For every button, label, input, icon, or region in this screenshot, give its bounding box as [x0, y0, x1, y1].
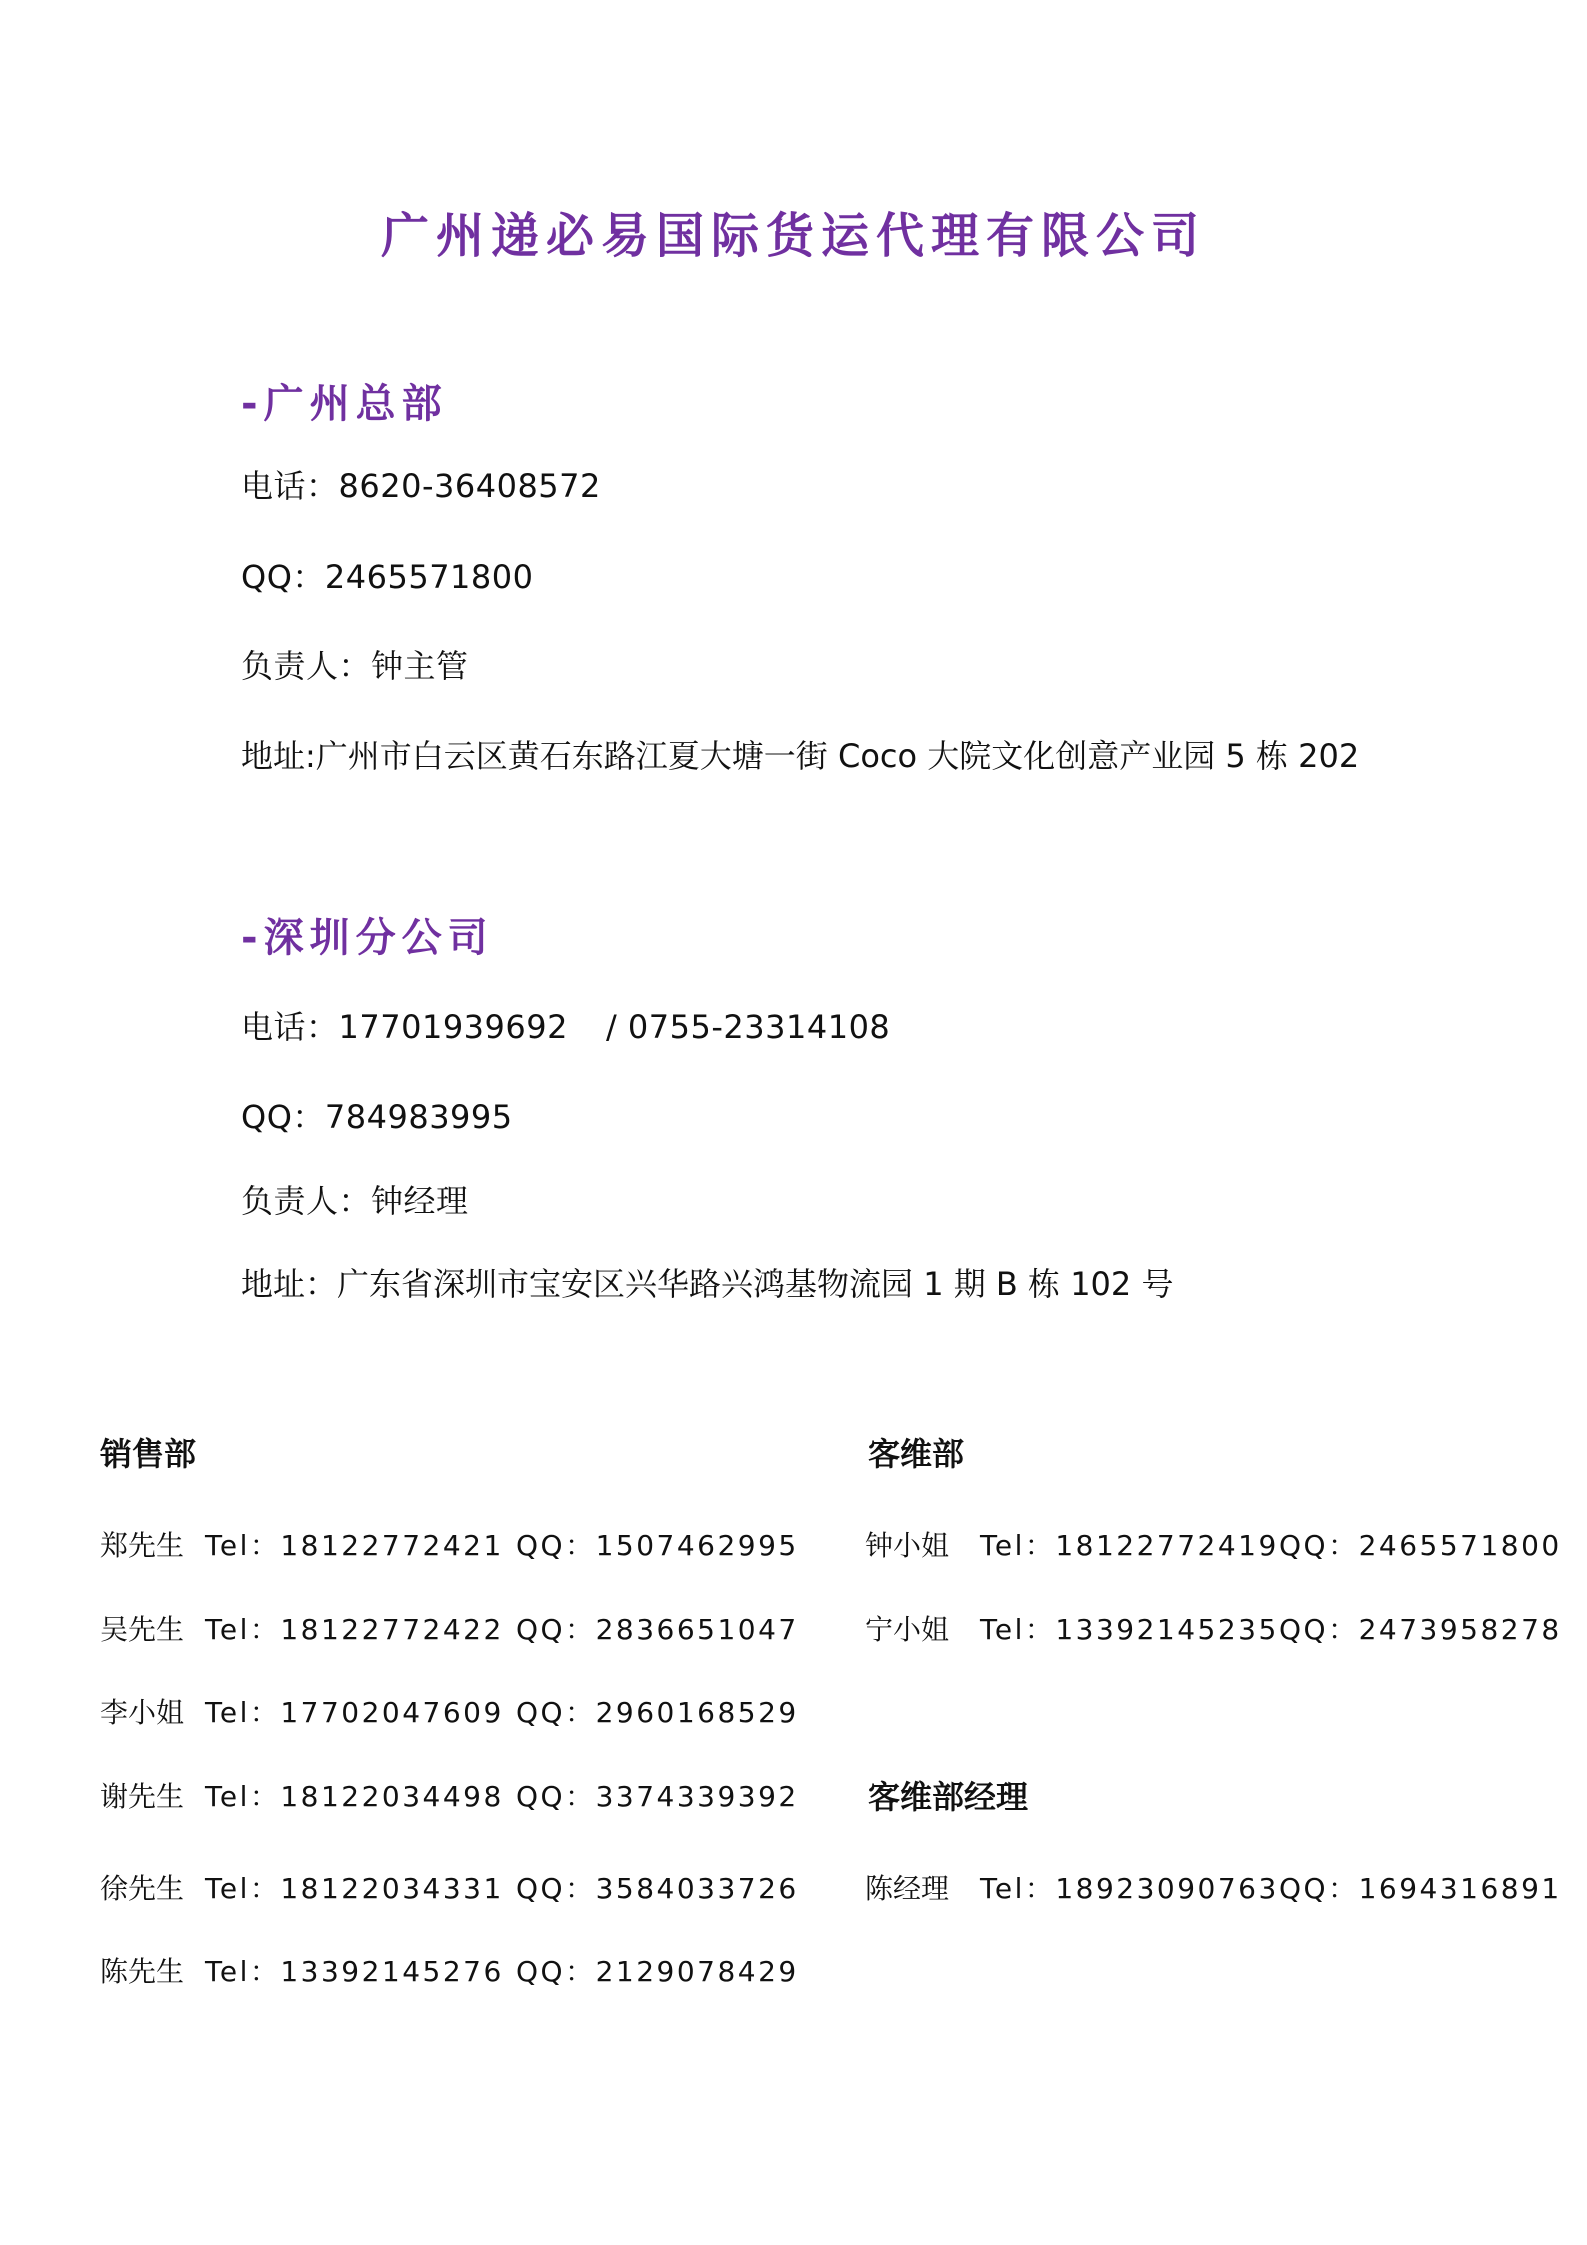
sales-heading: 销售部	[100, 1435, 197, 1473]
customer-service-manager-contact-row	[0, 1871, 1587, 1907]
guangzhou-address-value: 广州市白云区黄石东路江夏大塘一街 Coco 大院文化创意产业园 5 栋 202	[315, 737, 1360, 775]
contact-tel: Tel：17702047609	[205, 1696, 504, 1729]
guangzhou-hq-heading: -广州总部	[241, 381, 448, 427]
shenzhen-manager-label: 负责人：	[241, 1182, 372, 1220]
guangzhou-phone-label: 电话：	[241, 467, 339, 505]
contact-qq: QQ：2836651047	[516, 1613, 799, 1646]
contact-tel: Tel：18122772421	[205, 1529, 504, 1562]
shenzhen-phone-mobile: 17701939692	[338, 1008, 568, 1046]
contact-tel: Tel：13392145235	[980, 1613, 1279, 1646]
contact-qq: QQ：1507462995	[516, 1529, 799, 1562]
sales-contact-row	[0, 1695, 1587, 1731]
contact-tel: Tel：18122772422	[205, 1613, 504, 1646]
sales-contact-row	[0, 1954, 1587, 1990]
contact-name: 谢先生	[100, 1780, 185, 1813]
shenzhen-qq-label: QQ：	[241, 1098, 325, 1136]
contact-qq: QQ：3374339392	[516, 1780, 799, 1813]
contact-name: 徐先生	[100, 1872, 185, 1905]
contact-tel: Tel：18122772419	[980, 1529, 1279, 1562]
contact-tel: Tel：13392145276	[205, 1955, 504, 1988]
sales-contact-row	[0, 1779, 1587, 1815]
contact-qq: QQ：2960168529	[516, 1696, 799, 1729]
customer-service-heading: 客维部	[868, 1435, 965, 1473]
contact-qq: QQ：2129078429	[516, 1955, 799, 1988]
shenzhen-qq-value: 784983995	[324, 1098, 513, 1136]
shenzhen-address-label: 地址：	[241, 1265, 338, 1303]
shenzhen-branch-heading: -深圳分公司	[241, 915, 494, 961]
contact-tel: Tel：18923090763	[980, 1872, 1279, 1905]
shenzhen-address-value: 广东省深圳市宝安区兴华路兴鸿基物流园 1 期 B 栋 102 号	[337, 1265, 1174, 1303]
guangzhou-qq-line	[241, 557, 533, 597]
customer-service-contact-row	[0, 1528, 1587, 1564]
contact-qq: QQ：2465571800	[1279, 1529, 1562, 1562]
guangzhou-phone-line	[241, 466, 601, 506]
guangzhou-qq-label: QQ：	[241, 558, 325, 596]
contact-name: 钟小姐	[865, 1529, 950, 1562]
shenzhen-phone-line	[241, 1007, 890, 1047]
shenzhen-qq-line	[241, 1097, 513, 1137]
customer-service-contact-row	[0, 1612, 1587, 1648]
guangzhou-manager-value: 钟主管	[371, 647, 469, 685]
contact-qq: QQ：3584033726	[516, 1872, 799, 1905]
contact-name: 宁小姐	[865, 1613, 950, 1646]
shenzhen-phone-label: 电话：	[241, 1008, 339, 1046]
shenzhen-address-line	[241, 1264, 1173, 1304]
contact-name: 李小姐	[100, 1696, 185, 1729]
contact-tel: Tel：18122034331	[205, 1872, 504, 1905]
guangzhou-address-line	[241, 736, 1359, 776]
guangzhou-manager-label: 负责人：	[241, 647, 372, 685]
guangzhou-manager-line	[241, 646, 469, 686]
shenzhen-manager-line	[241, 1181, 469, 1221]
contact-qq: QQ：1694316891	[1279, 1872, 1562, 1905]
guangzhou-phone-value: 8620-36408572	[338, 467, 601, 505]
contact-name: 陈经理	[865, 1872, 950, 1905]
contact-name: 吴先生	[100, 1613, 185, 1646]
shenzhen-manager-value: 钟经理	[371, 1182, 469, 1220]
contact-qq: QQ：2473958278	[1279, 1613, 1562, 1646]
contact-name: 郑先生	[100, 1529, 185, 1562]
company-title: 广州递必易国际货运代理有限公司	[380, 208, 1206, 264]
guangzhou-qq-value: 2465571800	[324, 558, 534, 596]
contact-tel: Tel：18122034498	[205, 1780, 504, 1813]
shenzhen-phone-landline: / 0755-23314108	[605, 1008, 891, 1046]
customer-service-manager-heading: 客维部经理	[868, 1778, 1029, 1816]
contact-name: 陈先生	[100, 1955, 185, 1988]
guangzhou-address-label: 地址:	[241, 737, 316, 775]
